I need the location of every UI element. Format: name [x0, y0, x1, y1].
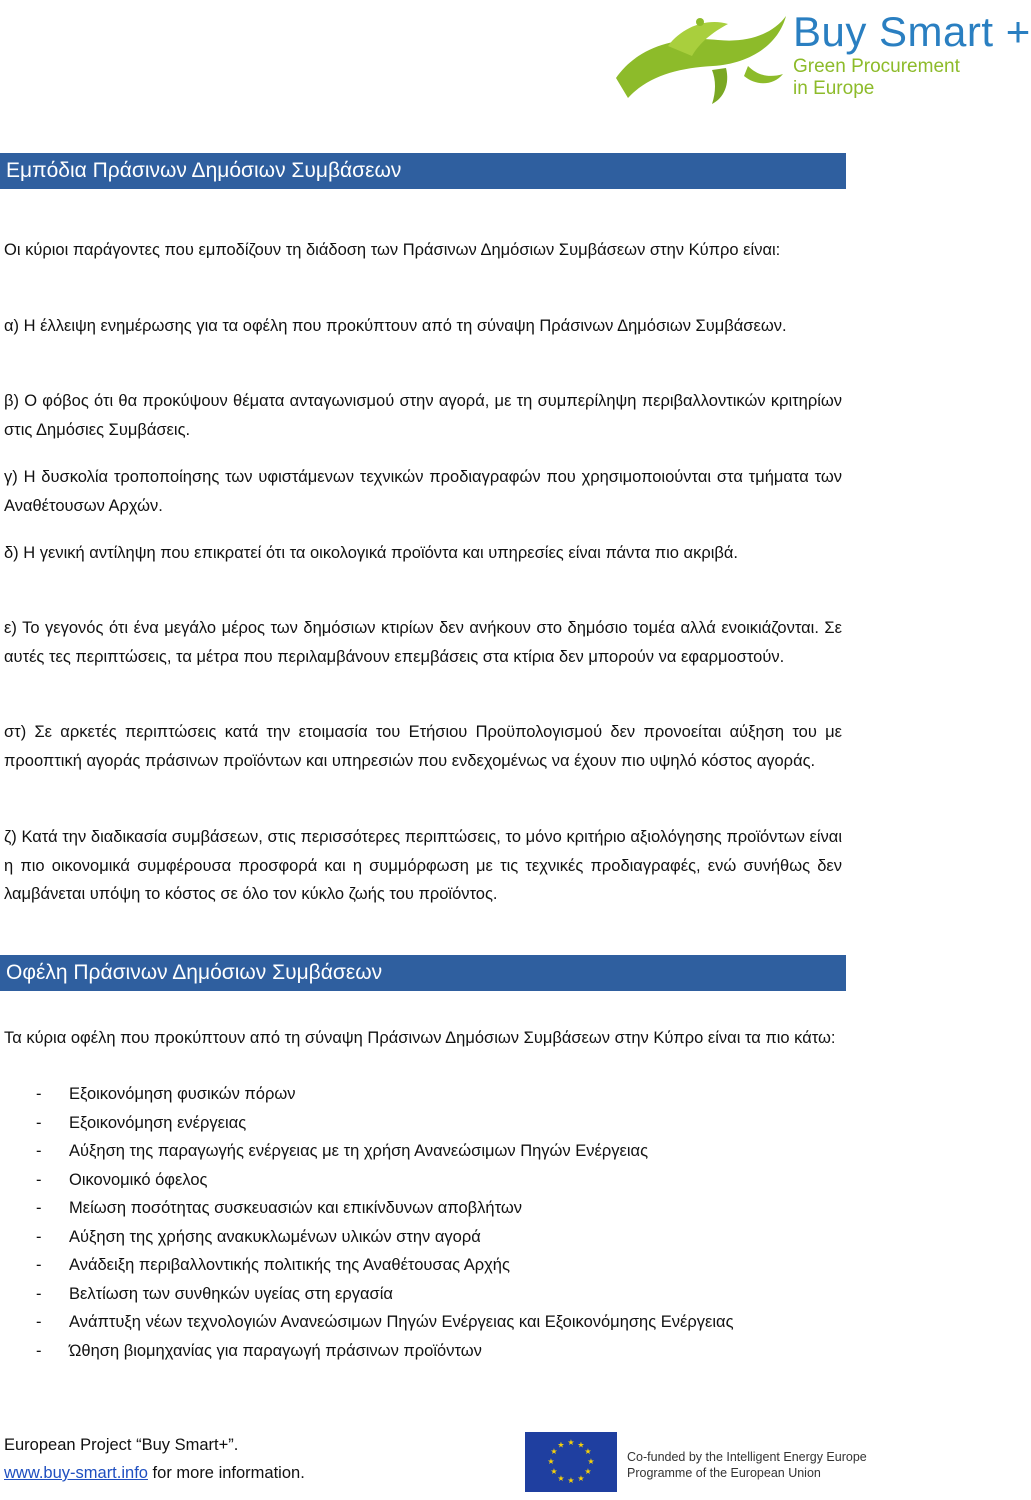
bullet-dash: -: [36, 1170, 42, 1189]
eu-flag-icon: [525, 1432, 617, 1492]
logo-subtitle-line2: in Europe: [793, 78, 875, 99]
barrier-item-z: ζ) Κατά την διαδικασία συμβάσεων, στις περισσότερες περιπτώσεις, το μόνο κριτήριο αξιολόγησης προϊόντων είναι η πιο οικονομικά συμφέρουσα προσφορά και η συμμόρφωση με τις τεχνικές προδιαγραφές, ενώ συνήθως δεν λαμβάνεται υπόψη το κόστος σε όλο τον κύκλο ζωής του προϊόντος.: [4, 828, 842, 903]
bullet-dash: -: [36, 1085, 42, 1103]
footer-info: [4, 1459, 305, 1487]
bullet-dash: -: [36, 1199, 42, 1217]
barrier-item-d: δ) Η γενική αντίληψη που επικρατεί ότι τα οικολογικά προϊόντα και υπηρεσίες είναι πάντα πιο ακριβά.: [4, 544, 739, 562]
eu-cofunded-line2: Programme of the European Union: [627, 1466, 821, 1480]
benefit-text: Ανάδειξη περιβαλλοντικής πολιτικής της Αναθέτουσας Αρχής: [69, 1256, 510, 1274]
svg-text:★: ★: [584, 1447, 592, 1456]
benefit-text: Ώθηση βιομηχανίας για παραγωγή πράσινων προϊόντων: [69, 1341, 482, 1360]
leaf-swoosh-icon: [608, 6, 793, 106]
svg-text:★: ★: [577, 1440, 585, 1450]
bullet-dash: -: [36, 1142, 42, 1160]
svg-text:★: ★: [550, 1467, 558, 1476]
footer-project-name: European Project “Buy Smart+”.: [4, 1436, 239, 1454]
svg-text:★: ★: [584, 1467, 592, 1476]
benefit-text: Οικονομικό όφελος: [69, 1170, 208, 1189]
benefit-text: Εξοικονόμηση φυσικών πόρων: [69, 1085, 296, 1103]
benefit-text: Μείωση ποσότητας συσκευασιών και επικίνδυνων αποβλήτων: [69, 1199, 523, 1217]
website-link[interactable]: www.buy-smart.info: [4, 1464, 148, 1482]
barrier-item-e: ε) Το γεγονός ότι ένα μεγάλο μέρος των δημόσιων κτιρίων δεν ανήκουν στο δημόσιο τομέα αλλά ενοικιάζονται. Σε αυτές τες περιπτώσεις, τα μέτρα που περιλαμβάνουν επεμβάσεις στα κτίρια δεν μπορούν να εφαρμοστούν.: [4, 619, 842, 666]
svg-text:★: ★: [557, 1440, 565, 1450]
logo-subtitle-line1: Green Procurement: [793, 56, 960, 77]
benefit-text: Αύξηση της χρήσης ανακυκλωμένων υλικών στην αγορά: [69, 1227, 481, 1246]
bullet-dash: -: [36, 1227, 42, 1246]
barriers-intro: Οι κύριοι παράγοντες που εμποδίζουν τη διάδοση των Πράσινων Δημόσιων Συμβάσεων στην Κύπρο είναι:: [4, 241, 781, 259]
barrier-item-c: γ) Η δυσκολία τροποποίησης των υφιστάμενων τεχνικών προδιαγραφών που χρησιμοποιούνται στα τμήματα των Αναθέτουσων Αρχών.: [4, 468, 842, 515]
section-heading-barriers: Εμπόδια Πράσινων Δημόσιων Συμβάσεων: [0, 153, 846, 189]
barrier-item-a: α) Η έλλειψη ενημέρωσης για τα οφέλη που προκύπτουν από τη σύναψη Πράσινων Δημόσιων Συμβάσεων.: [4, 317, 787, 335]
bullet-dash: -: [36, 1284, 42, 1303]
svg-text:★: ★: [567, 1438, 575, 1447]
bullet-dash: -: [36, 1341, 42, 1360]
svg-text:★: ★: [577, 1474, 585, 1483]
benefit-text: Βελτίωση των συνθηκών υγείας στη εργασία: [69, 1284, 393, 1303]
svg-text:★: ★: [567, 1476, 575, 1485]
barrier-item-st: στ) Σε αρκετές περιπτώσεις κατά την ετοιμασία του Ετήσιου Προϋπολογισμού δεν προνοείται αύξηση του με προοπτική αγοράς πράσινων προϊόντων και υπηρεσιών που ενδεχομένως να έχουν πιο υψηλό κόστος αγοράς.: [4, 723, 842, 770]
benefit-text: Ανάπτυξη νέων τεχνολογιών Ανανεώσιμων Πηγών Ενέργειας και Εξοικονόμησης Ενέργειας: [69, 1313, 734, 1331]
bullet-dash: -: [36, 1313, 42, 1331]
svg-text:★: ★: [550, 1447, 558, 1456]
bullet-dash: -: [36, 1113, 42, 1132]
logo-title: Buy Smart +: [793, 8, 1031, 55]
benefit-text: Αύξηση της παραγωγής ενέργειας με τη χρήση Ανανεώσιμων Πηγών Ενέργειας: [69, 1142, 649, 1160]
footer-more-info: for more information.: [147, 1464, 305, 1482]
benefits-intro: Τα κύρια οφέλη που προκύπτουν από τη σύναψη Πράσινων Δημόσιων Συμβάσεων στην Κύπρο είναι τα πιο κάτω:: [4, 1029, 836, 1047]
eu-cofunded-line1: Co-funded by the Intelligent Energy Europe: [627, 1450, 867, 1464]
svg-text:★: ★: [587, 1457, 595, 1466]
benefit-text: Εξοικονόμηση ενέργειας: [69, 1113, 247, 1132]
section-heading-benefits: Οφέλη Πράσινων Δημόσιων Συμβάσεων: [0, 955, 846, 991]
buy-smart-logo: [608, 6, 1031, 106]
bullet-dash: -: [36, 1256, 42, 1274]
svg-text:★: ★: [557, 1474, 565, 1483]
svg-text:★: ★: [547, 1457, 555, 1466]
barrier-item-b: β) Ο φόβος ότι θα προκύψουν θέματα ανταγωνισμού στην αγορά, με τη συμπερίληψη περιβαλλοντικών κριτηρίων στις Δημόσιες Συμβάσεις.: [4, 392, 842, 439]
